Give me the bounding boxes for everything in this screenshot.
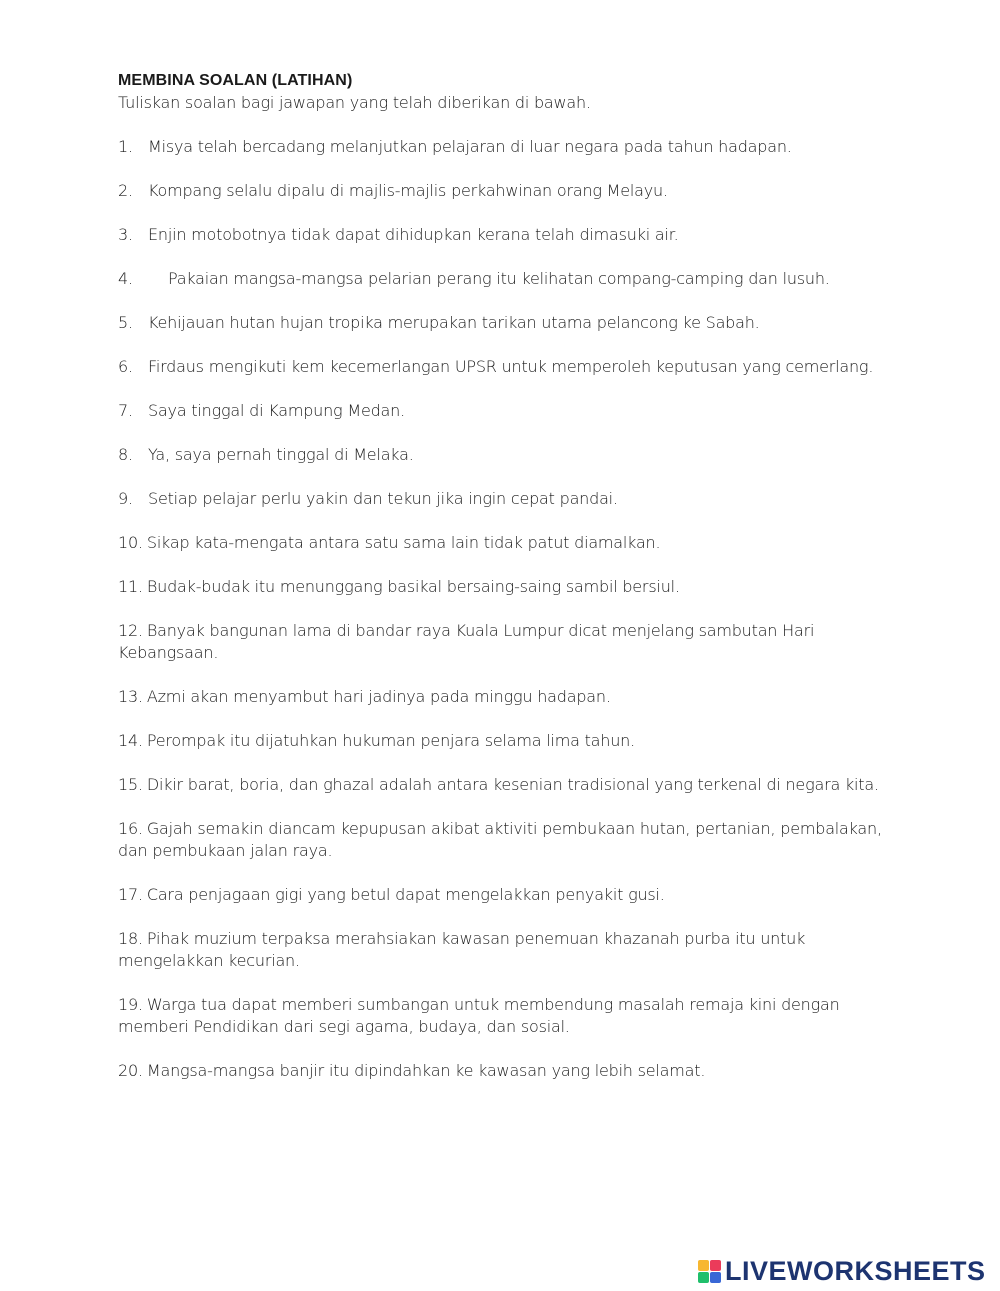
question-text: Misya telah bercadang melanjutkan pelajaran di luar negara pada tahun hadapan. [148, 137, 792, 156]
logo-tile [698, 1260, 709, 1271]
worksheet-instruction: Tuliskan soalan bagi jawapan yang telah diberikan di bawah. [118, 93, 591, 112]
question-item [118, 444, 888, 466]
question-number: 9. [118, 489, 133, 508]
question-number: 7. [118, 401, 133, 420]
question-text: Kompang selalu dipalu di majlis-majlis perkahwinan orang Melayu. [148, 181, 668, 200]
logo-tile [710, 1272, 721, 1283]
question-text: Azmi akan menyambut hari jadinya pada minggu hadapan. [146, 687, 611, 706]
question-item [118, 928, 888, 972]
question-number: 6. [118, 357, 133, 376]
question-item [118, 180, 888, 202]
question-list [118, 136, 888, 1082]
question-text: Setiap pelajar perlu yakin dan tekun jika ingin cepat pandai. [148, 489, 618, 508]
question-item [118, 1060, 888, 1082]
question-number: 11. [118, 577, 143, 596]
question-item [118, 224, 888, 246]
question-item [118, 532, 888, 554]
question-item [118, 400, 888, 422]
question-item [118, 576, 888, 598]
question-item [118, 818, 888, 862]
worksheet-title: MEMBINA SOALAN (LATIHAN) [118, 72, 353, 89]
logo-tile [698, 1272, 709, 1283]
question-number: 3. [118, 225, 133, 244]
question-number: 4. [118, 269, 133, 288]
question-number: 10. [118, 533, 143, 552]
liveworksheets-logo-icon [698, 1260, 721, 1283]
question-text: Pihak muzium terpaksa merahsiakan kawasan penemuan khazanah purba itu untuk mengelakkan kecurian. [118, 929, 806, 970]
question-number: 2. [118, 181, 133, 200]
question-item [118, 488, 888, 510]
question-text: Sikap kata-mengata antara satu sama lain tidak patut diamalkan. [146, 533, 661, 552]
question-number: 14. [118, 731, 143, 750]
question-text: Warga tua dapat memberi sumbangan untuk membendung masalah remaja kini dengan memberi Pendidikan dari segi agama, budaya, dan sosial. [118, 995, 840, 1036]
question-item [118, 312, 888, 334]
question-number: 5. [118, 313, 133, 332]
question-item [118, 774, 888, 796]
question-number: 17. [118, 885, 143, 904]
question-text: Banyak bangunan lama di bandar raya Kuala Lumpur dicat menjelang sambutan Hari Kebangsaan. [118, 621, 815, 662]
question-text: Firdaus mengikuti kem kecemerlangan UPSR untuk memperoleh keputusan yang cemerlang. [148, 357, 874, 376]
question-item [118, 686, 888, 708]
question-item [118, 136, 888, 158]
question-number: 16. [118, 819, 143, 838]
question-text: Kehijauan hutan hujan tropika merupakan tarikan utama pelancong ke Sabah. [148, 313, 760, 332]
question-text: Dikir barat, boria, dan ghazal adalah antara kesenian tradisional yang terkenal di negara kita. [146, 775, 879, 794]
liveworksheets-logo [698, 1256, 986, 1286]
question-item [118, 356, 888, 378]
question-number: 13. [118, 687, 143, 706]
logo-text: LIVEWORKSHEETS [725, 1255, 986, 1286]
question-number: 1. [118, 137, 133, 156]
logo-tile [710, 1260, 721, 1271]
question-text: Ya, saya pernah tinggal di Melaka. [148, 445, 414, 464]
question-text: Perompak itu dijatuhkan hukuman penjara selama lima tahun. [146, 731, 635, 750]
question-text: Mangsa-mangsa banjir itu dipindahkan ke kawasan yang lebih selamat. [146, 1061, 706, 1080]
question-number: 15. [118, 775, 143, 794]
question-number: 20. [118, 1061, 143, 1080]
question-item [118, 994, 888, 1038]
question-text: Pakaian mangsa-mangsa pelarian perang itu kelihatan compang-camping dan lusuh. [168, 269, 830, 288]
question-text: Cara penjagaan gigi yang betul dapat mengelakkan penyakit gusi. [146, 885, 665, 904]
question-item [118, 730, 888, 752]
question-item [118, 884, 888, 906]
worksheet [118, 70, 888, 1104]
question-text: Saya tinggal di Kampung Medan. [148, 401, 405, 420]
question-number: 19. [118, 995, 143, 1014]
question-number: 12. [118, 621, 143, 640]
question-text: Enjin motobotnya tidak dapat dihidupkan kerana telah dimasuki air. [148, 225, 679, 244]
question-number: 18. [118, 929, 143, 948]
question-item [118, 620, 888, 664]
question-item [118, 268, 888, 290]
question-number: 8. [118, 445, 133, 464]
question-text: Gajah semakin diancam kepupusan akibat aktiviti pembukaan hutan, pertanian, pembalakan, dan pembukaan jalan raya. [118, 819, 882, 860]
question-text: Budak-budak itu menunggang basikal bersaing-saing sambil bersiul. [146, 577, 680, 596]
